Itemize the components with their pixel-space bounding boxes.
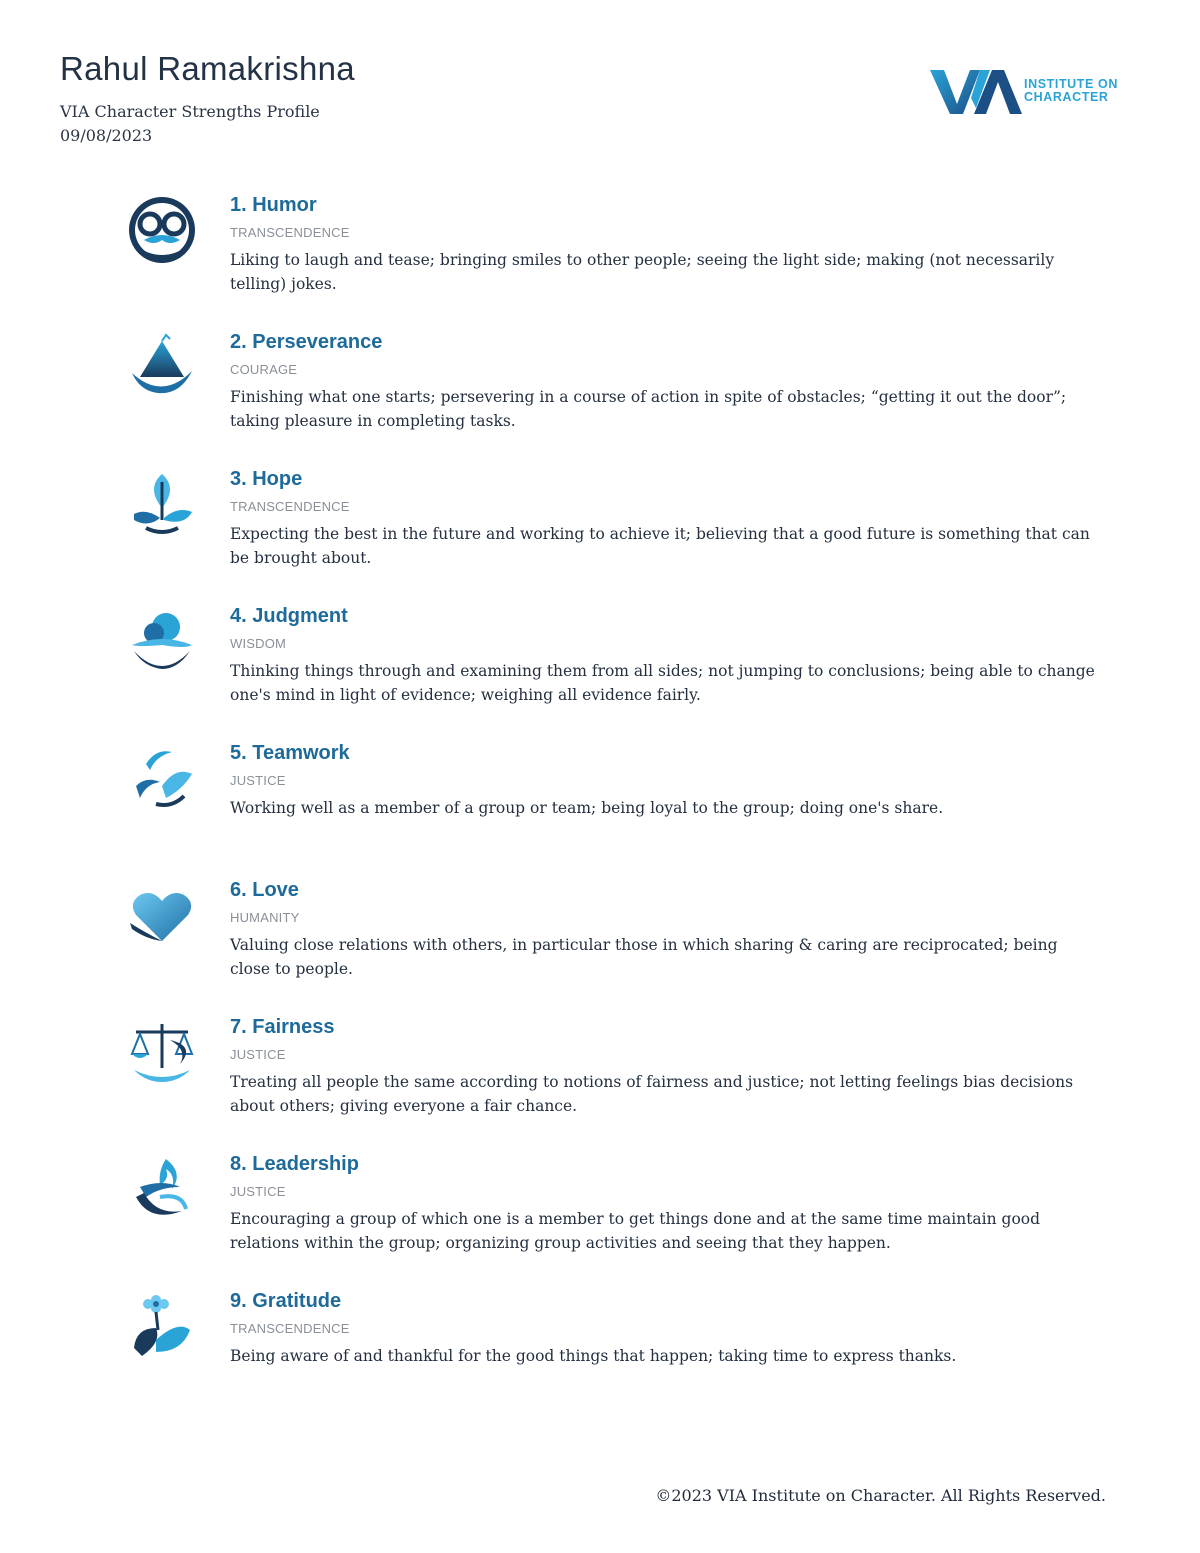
leadership-flame-icon <box>126 1153 198 1225</box>
strength-category: JUSTICE <box>230 773 286 788</box>
strength-item <box>0 1145 1200 1282</box>
header-meta <box>60 100 320 148</box>
strength-item <box>0 1008 1200 1145</box>
perseverance-mountain-icon <box>126 331 198 403</box>
strength-title: 2. Perseverance <box>230 331 383 353</box>
hope-sprout-icon <box>126 468 198 540</box>
strength-description: Working well as a member of a group or team; being loyal to the group; doing one's share. <box>230 799 944 817</box>
strength-category: JUSTICE <box>230 1184 286 1199</box>
strength-description: Liking to laugh and tease; bringing smiles to other people; seeing the light side; making (not necessarily telling) jokes. <box>230 251 1055 293</box>
strength-description: Valuing close relations with others, in particular those in which sharing & caring are reciprocated; being close to people. <box>230 936 1058 978</box>
strength-category: JUSTICE <box>230 1047 286 1062</box>
fairness-scales-icon <box>126 1016 198 1088</box>
strength-title: 6. Love <box>230 879 299 901</box>
strength-category: HUMANITY <box>230 910 300 925</box>
logo-line2: CHARACTER <box>1024 90 1109 104</box>
strength-category: WISDOM <box>230 636 287 651</box>
strength-description: Being aware of and thankful for the good things that happen; taking time to express thanks. <box>230 1347 957 1365</box>
strength-description: Encouraging a group of which one is a member to get things done and at the same time maintain good relations within the group; organizing group activities and seeing that they happen. <box>230 1210 1041 1252</box>
strength-title: 9. Gratitude <box>230 1290 342 1312</box>
person-name: Rahul Ramakrishna <box>60 50 355 87</box>
strength-description: Finishing what one starts; persevering in a course of action in spite of obstacles; “getting it out the door”; taking pleasure in completing tasks. <box>230 388 1067 430</box>
teamwork-birds-icon <box>126 742 198 814</box>
strength-title: 4. Judgment <box>230 605 348 627</box>
strength-description: Expecting the best in the future and working to achieve it; believing that a good future is something that can be brought about. <box>230 525 1090 567</box>
strength-item <box>0 734 1200 871</box>
strength-item <box>0 597 1200 734</box>
gratitude-flower-icon <box>126 1290 198 1362</box>
strength-item <box>0 1282 1200 1419</box>
copyright-footer: ©2023 VIA Institute on Character. All Rights Reserved. <box>655 1486 1106 1505</box>
strength-description: Treating all people the same according to notions of fairness and justice; not letting feelings bias decisions about others; giving everyone a fair chance. <box>230 1073 1074 1115</box>
profile-subtitle: VIA Character Strengths Profile <box>60 102 320 121</box>
strength-title: 8. Leadership <box>230 1153 359 1175</box>
humor-glasses-mustache-icon <box>126 194 198 266</box>
via-logo-mark-icon <box>930 64 1024 120</box>
strength-category: TRANSCENDENCE <box>230 225 350 240</box>
strength-title: 5. Teamwork <box>230 742 350 764</box>
logo-line1: INSTITUTE ON <box>1024 77 1119 91</box>
strength-title: 7. Fairness <box>230 1016 335 1038</box>
strength-item <box>0 186 1200 323</box>
judgment-brain-icon <box>126 605 198 677</box>
strength-item <box>0 460 1200 597</box>
strength-item <box>0 323 1200 460</box>
strength-category: TRANSCENDENCE <box>230 1321 350 1336</box>
via-logo <box>930 64 1140 120</box>
profile-date: 09/08/2023 <box>60 126 153 145</box>
strength-category: COURAGE <box>230 362 298 377</box>
love-heart-icon <box>126 879 198 951</box>
strength-item <box>0 871 1200 1008</box>
strength-category: TRANSCENDENCE <box>230 499 350 514</box>
strength-title: 3. Hope <box>230 468 303 490</box>
logo-wordmark <box>1024 78 1118 104</box>
strength-description: Thinking things through and examining them from all sides; not jumping to conclusions; being able to change one's mind in light of evidence; weighing all evidence fairly. <box>230 662 1095 704</box>
strength-title: 1. Humor <box>230 194 317 216</box>
